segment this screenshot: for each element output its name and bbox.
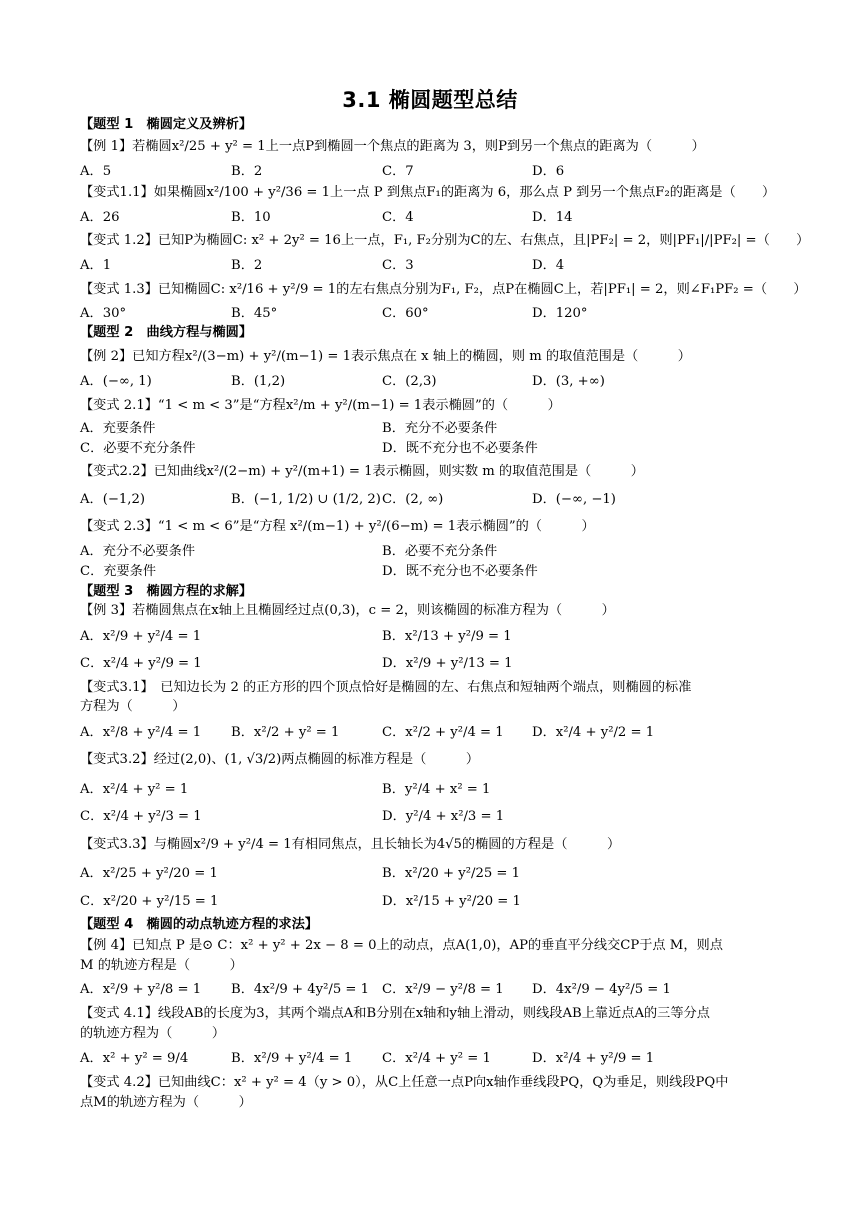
answer-option: C．必要不充分条件: [80, 441, 196, 456]
page-title: 3.1 椭圆题型总结: [342, 88, 518, 112]
answer-option: C．x²/20 + y²/15 = 1: [80, 894, 219, 909]
question-text: 【变式2.2】已知曲线x²/(2−m) + y²/(m+1) = 1表示椭圆，则实数 m 的取值范围是（ ）: [80, 464, 644, 479]
answer-option: C．3: [382, 258, 414, 273]
answer-option: D．120°: [532, 306, 588, 321]
answer-option: B．充分不必要条件: [382, 421, 498, 436]
question-text: 【变式3.2】经过(2,0)、(1, √3/2)两点椭圆的标准方程是（ ）: [80, 752, 480, 767]
answer-option: B．(1,2): [231, 374, 286, 389]
answer-option: D．4x²/9 − 4y²/5 = 1: [532, 982, 671, 997]
section-heading: 【题型 2 曲线方程与椭圆】: [80, 325, 253, 340]
question-text: 【变式 4.2】已知曲线C：x² + y² = 4（y > 0），从C上任意一点P向x轴作垂线段PQ，Q为垂足，则线段PQ中: [80, 1075, 729, 1090]
answer-option: A．1: [80, 258, 112, 273]
answer-option: A．x²/9 + y²/4 = 1: [80, 629, 202, 644]
section-heading: 【题型 3 椭圆方程的求解】: [80, 584, 253, 599]
answer-option: B．2: [231, 258, 263, 273]
answer-option: C．充要条件: [80, 564, 157, 579]
answer-option: A．x²/8 + y²/4 = 1: [80, 725, 202, 740]
answer-option: B．4x²/9 + 4y²/5 = 1: [231, 982, 370, 997]
answer-option: D．既不充分也不必要条件: [382, 441, 538, 456]
answer-option: A．x²/9 + y²/8 = 1: [80, 982, 202, 997]
answer-option: D．14: [532, 210, 573, 225]
question-text: M 的轨迹方程是（ ）: [80, 958, 243, 973]
answer-option: C．60°: [382, 306, 429, 321]
answer-option: D．x²/9 + y²/13 = 1: [382, 656, 513, 671]
question-text: 【变式1.1】如果椭圆x²/100 + y²/36 = 1上一点 P 到焦点F₁的距离为 6，那么点 P 到另一个焦点F₂的距离是（ ）: [80, 185, 776, 200]
answer-option: B．y²/4 + x² = 1: [382, 782, 491, 797]
answer-option: D．4: [532, 258, 565, 273]
answer-option: B．x²/2 + y² = 1: [231, 725, 340, 740]
answer-option: C．x²/4 + y²/9 = 1: [80, 656, 202, 671]
answer-option: C．x²/2 + y²/4 = 1: [382, 725, 504, 740]
answer-option: A．充分不必要条件: [80, 544, 196, 559]
answer-option: A．充要条件: [80, 421, 156, 436]
answer-option: D．(−∞, −1): [532, 492, 616, 507]
answer-option: B．10: [231, 210, 271, 225]
answer-option: B．x²/13 + y²/9 = 1: [382, 629, 512, 644]
question-text: 【变式 1.2】已知P为椭圆C: x² + 2y² = 16上一点，F₁, F₂分别为C的左、右焦点，且|PF₂| = 2，则|PF₁|/|PF₂| =（ ）: [80, 233, 810, 248]
question-text: 【变式3.1】 已知边长为 2 的正方形的四个顶点恰好是椭圆的左、右焦点和短轴两个端点，则椭圆的标准: [80, 680, 692, 695]
answer-option: D．x²/4 + y²/2 = 1: [532, 725, 655, 740]
answer-option: A．x² + y² = 9/4: [80, 1051, 189, 1066]
question-text: 的轨迹方程为（ ）: [80, 1026, 226, 1041]
section-heading: 【题型 4 椭圆的动点轨迹方程的求法】: [80, 917, 318, 932]
question-text: 【变式 4.1】线段AB的长度为3，其两个端点A和B分别在x轴和y轴上滑动，则线段AB上靠近点A的三等分点: [80, 1006, 710, 1021]
section-heading: 【题型 1 椭圆定义及辨析】: [80, 117, 253, 132]
answer-option: B．(−1, 1/2) ∪ (1/2, 2): [231, 492, 381, 507]
answer-option: B．x²/20 + y²/25 = 1: [382, 866, 521, 881]
question-text: 【变式 2.3】“1 < m < 6”是“方程 x²/(m−1) + y²/(6−m) = 1表示椭圆”的（ ）: [80, 519, 595, 534]
answer-option: C．7: [382, 164, 414, 179]
question-text: 【变式 2.1】“1 < m < 3”是“方程x²/m + y²/(m−1) = 1表示椭圆”的（ ）: [80, 398, 561, 413]
answer-option: A．(−∞, 1): [80, 374, 152, 389]
question-text: 方程为（ ）: [80, 699, 186, 714]
question-text: 点M的轨迹方程为（ ）: [80, 1095, 252, 1110]
answer-option: A．30°: [80, 306, 127, 321]
answer-option: B．45°: [231, 306, 278, 321]
answer-option: C．4: [382, 210, 414, 225]
question-text: 【例 4】已知点 P 是⊙ C：x² + y² + 2x − 8 = 0上的动点，点A(1,0)，AP的垂直平分线交CP于点 M，则点: [80, 938, 723, 953]
answer-option: B．必要不充分条件: [382, 544, 498, 559]
answer-option: B．2: [231, 164, 263, 179]
question-text: 【变式3.3】与椭圆x²/9 + y²/4 = 1有相同焦点，且长轴长为4√5的椭圆的方程是（ ）: [80, 837, 621, 852]
answer-option: A．(−1,2): [80, 492, 146, 507]
answer-option: D．x²/4 + y²/9 = 1: [532, 1051, 655, 1066]
answer-option: C．x²/9 − y²/8 = 1: [382, 982, 504, 997]
answer-option: D．既不充分也不必要条件: [382, 564, 538, 579]
question-text: 【例 1】若椭圆x²/25 + y² = 1上一点P到椭圆一个焦点的距离为 3，则P到另一个焦点的距离为（ ）: [80, 139, 705, 154]
answer-option: C．x²/4 + y²/3 = 1: [80, 809, 202, 824]
question-text: 【变式 1.3】已知椭圆C: x²/16 + y²/9 = 1的左右焦点分别为F₁, F₂，点P在椭圆C上，若|PF₁| = 2，则∠F₁PF₂ =（ ）: [80, 282, 807, 297]
answer-option: C．(2, ∞): [382, 492, 444, 507]
answer-option: D．y²/4 + x²/3 = 1: [382, 809, 505, 824]
answer-option: C．x²/4 + y² = 1: [382, 1051, 491, 1066]
answer-option: C．(2,3): [382, 374, 437, 389]
answer-option: A．5: [80, 164, 112, 179]
answer-option: D．6: [532, 164, 565, 179]
answer-option: A．26: [80, 210, 120, 225]
question-text: 【例 2】已知方程x²/(3−m) + y²/(m−1) = 1表示焦点在 x 轴上的椭圆，则 m 的取值范围是（ ）: [80, 349, 691, 364]
answer-option: A．x²/25 + y²/20 = 1: [80, 866, 218, 881]
answer-option: B．x²/9 + y²/4 = 1: [231, 1051, 353, 1066]
answer-option: A．x²/4 + y² = 1: [80, 782, 189, 797]
question-text: 【例 3】若椭圆焦点在x轴上且椭圆经过点(0,3)，c = 2，则该椭圆的标准方程为（ ）: [80, 603, 615, 618]
answer-option: D．x²/15 + y²/20 = 1: [382, 894, 521, 909]
answer-option: D．(3, +∞): [532, 374, 605, 389]
